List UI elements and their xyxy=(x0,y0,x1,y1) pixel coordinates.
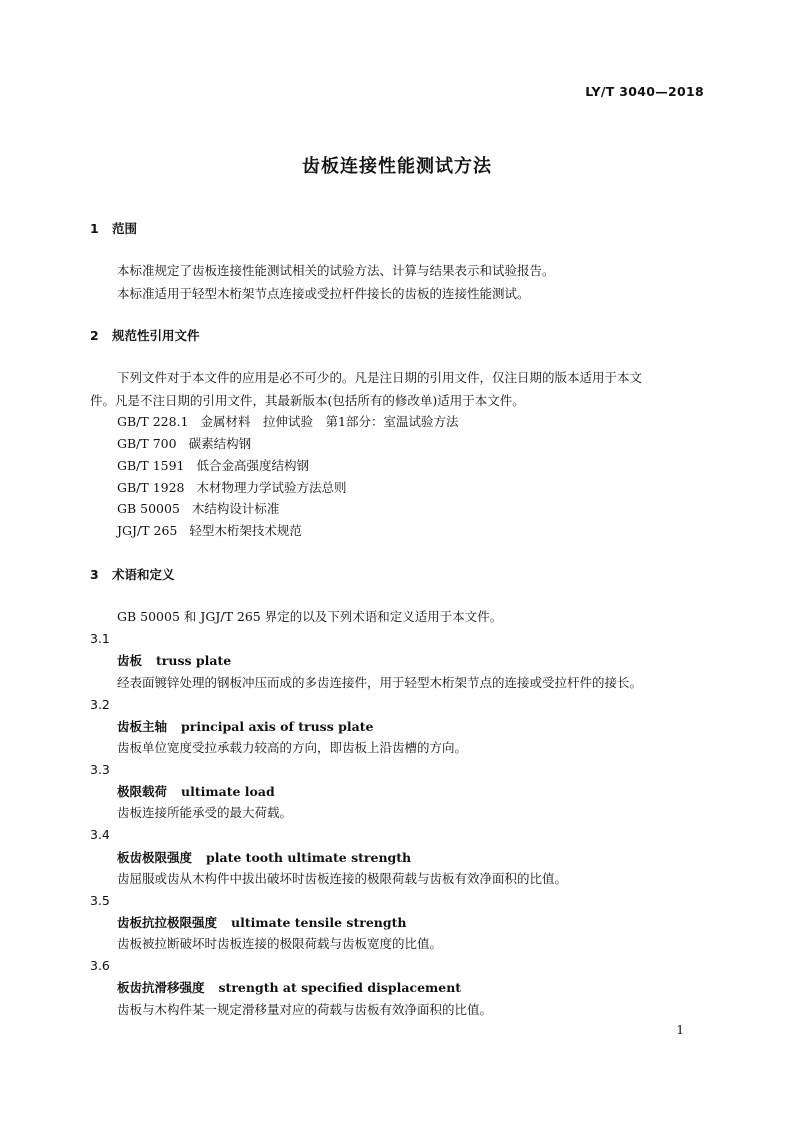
term-english: principal axis of truss plate xyxy=(181,719,374,734)
term-number: 3.4 xyxy=(90,827,110,842)
section-number: 2 xyxy=(90,328,99,343)
term-definition: 齿板单位宽度受拉承载力较高的方向，即齿板上沿齿槽的方向。 xyxy=(117,740,468,755)
reference-name: 木结构设计标准 xyxy=(191,501,280,516)
term-english: ultimate load xyxy=(181,784,275,799)
reference-name: 金属材料 拉伸试验 第1部分：室温试验方法 xyxy=(200,414,459,429)
reference-name: 木材物理力学试验方法总则 xyxy=(196,480,347,495)
reference-item xyxy=(117,412,706,432)
term-definition: 经表面镀锌处理的钢板冲压而成的多齿连接件，用于轻型木桁架节点的连接或受拉杆件的接长。 xyxy=(117,675,643,690)
reference-name: 低合金高强度结构钢 xyxy=(196,458,310,473)
reference-code: JGJ/T 265 xyxy=(117,523,178,538)
section-title: 范围 xyxy=(112,221,138,236)
term-number: 3.5 xyxy=(90,893,110,908)
reference-code: GB/T 700 xyxy=(117,436,177,451)
term-english: truss plate xyxy=(156,653,232,668)
paragraph: GB 50005 和 JGJ/T 265 界定的以及下列术语和定义适用于本文件。 xyxy=(117,609,503,624)
reference-item xyxy=(117,456,706,476)
term-heading xyxy=(117,782,275,802)
reference-name: 碳素结构钢 xyxy=(188,436,252,451)
reference-item xyxy=(117,434,706,454)
term-english: strength at specified displacement xyxy=(218,980,462,995)
section-title: 规范性引用文件 xyxy=(112,328,200,343)
term-heading xyxy=(117,848,411,868)
section-number: 3 xyxy=(90,567,99,582)
paragraph: 本标准规定了齿板连接性能测试相关的试验方法、计算与结果表示和试验报告。 xyxy=(117,263,555,278)
term-definition: 齿板连接所能承受的最大荷载。 xyxy=(117,805,293,820)
section-2-heading xyxy=(90,326,200,346)
term-chinese: 齿板抗拉极限强度 xyxy=(117,915,218,930)
reference-item xyxy=(117,478,706,498)
term-heading xyxy=(117,717,373,737)
term-english: ultimate tensile strength xyxy=(231,915,407,930)
section-title: 术语和定义 xyxy=(112,567,175,582)
reference-code: GB/T 228.1 xyxy=(117,414,189,429)
term-chinese: 板齿抗滑移强度 xyxy=(117,980,205,995)
term-heading xyxy=(117,913,406,933)
term-definition: 齿板与木构件某一规定滑移量对应的荷载与齿板有效净面积的比值。 xyxy=(117,1002,493,1017)
paragraph: 下列文件对于本文件的应用是必不可少的。凡是注日期的引用文件，仅注日期的版本适用于本文 xyxy=(117,370,643,385)
reference-item xyxy=(117,521,706,541)
reference-code: GB/T 1928 xyxy=(117,480,185,495)
reference-code: GB 50005 xyxy=(117,501,180,516)
term-definition: 齿屈服或齿从木构件中拔出破坏时齿板连接的极限荷载与齿板有效净面积的比值。 xyxy=(117,871,568,886)
paragraph: 本标准适用于轻型木桁架节点连接或受拉杆件接长的齿板的连接性能测试。 xyxy=(117,286,530,301)
term-number: 3.6 xyxy=(90,958,110,973)
term-chinese: 齿板 xyxy=(117,653,143,668)
term-chinese: 极限载荷 xyxy=(117,784,168,799)
term-english: plate tooth ultimate strength xyxy=(206,850,412,865)
document-title: 齿板连接性能测试方法 xyxy=(302,156,492,177)
reference-item xyxy=(117,499,706,519)
term-number: 3.1 xyxy=(90,631,110,646)
term-heading xyxy=(117,651,231,671)
section-1-heading xyxy=(90,219,137,239)
page-number: 1 xyxy=(676,1023,684,1037)
paragraph: 件。凡是不注日期的引用文件，其最新版本(包括所有的修改单)适用于本文件。 xyxy=(90,393,525,408)
term-definition: 齿板被拉断破坏时齿板连接的极限荷载与齿板宽度的比值。 xyxy=(117,936,443,951)
term-number: 3.2 xyxy=(90,697,110,712)
term-heading xyxy=(117,978,461,998)
term-chinese: 齿板主轴 xyxy=(117,719,168,734)
reference-name: 轻型木桁架技术规范 xyxy=(189,523,302,538)
reference-code: GB/T 1591 xyxy=(117,458,185,473)
standard-code: LY/T 3040—2018 xyxy=(585,84,704,99)
term-chinese: 板齿极限强度 xyxy=(117,850,193,865)
section-3-heading xyxy=(90,565,175,585)
term-number: 3.3 xyxy=(90,762,110,777)
section-number: 1 xyxy=(90,221,99,236)
